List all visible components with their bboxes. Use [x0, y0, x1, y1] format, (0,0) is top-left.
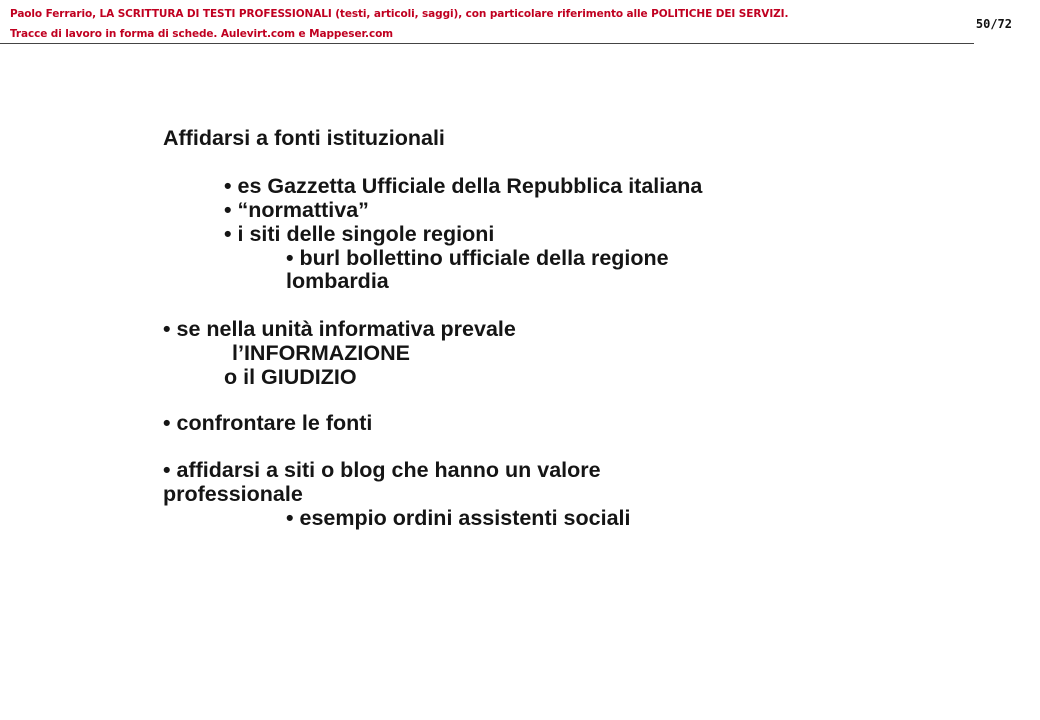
list-item: • “normattiva” — [224, 198, 369, 222]
header-divider — [0, 43, 974, 44]
page-number: 50/72 — [975, 17, 1012, 31]
list-item-continued: o il GIUDIZIO — [224, 365, 357, 389]
list-item: • confrontare le fonti — [163, 411, 373, 435]
header-title: Paolo Ferrario, LA SCRITTURA DI TESTI PROFESSIONALI (testi, articoli, saggi), con particolare riferimento alle POLITICHE DEI SERVIZI. — [10, 8, 789, 20]
sub-list-item: • esempio ordini assistenti sociali — [286, 506, 631, 530]
header-subtitle: Tracce di lavoro in forma di schede. Aulevirt.com e Mappeser.com — [10, 28, 394, 40]
list-item: • se nella unità informativa prevale — [163, 317, 516, 341]
sub-list-item-continued: lombardia — [286, 269, 389, 293]
list-item: • i siti delle singole regioni — [224, 222, 495, 246]
slide-title: Affidarsi a fonti istituzionali — [163, 126, 445, 150]
list-item: • affidarsi a siti o blog che hanno un valore — [163, 458, 601, 482]
sub-list-item: • burl bollettino ufficiale della regione — [286, 246, 669, 270]
list-item: • es Gazzetta Ufficiale della Repubblica italiana — [224, 174, 703, 198]
list-item-continued: professionale — [163, 482, 303, 506]
list-item-continued: l’INFORMAZIONE — [232, 341, 410, 365]
page-header — [0, 0, 1040, 46]
